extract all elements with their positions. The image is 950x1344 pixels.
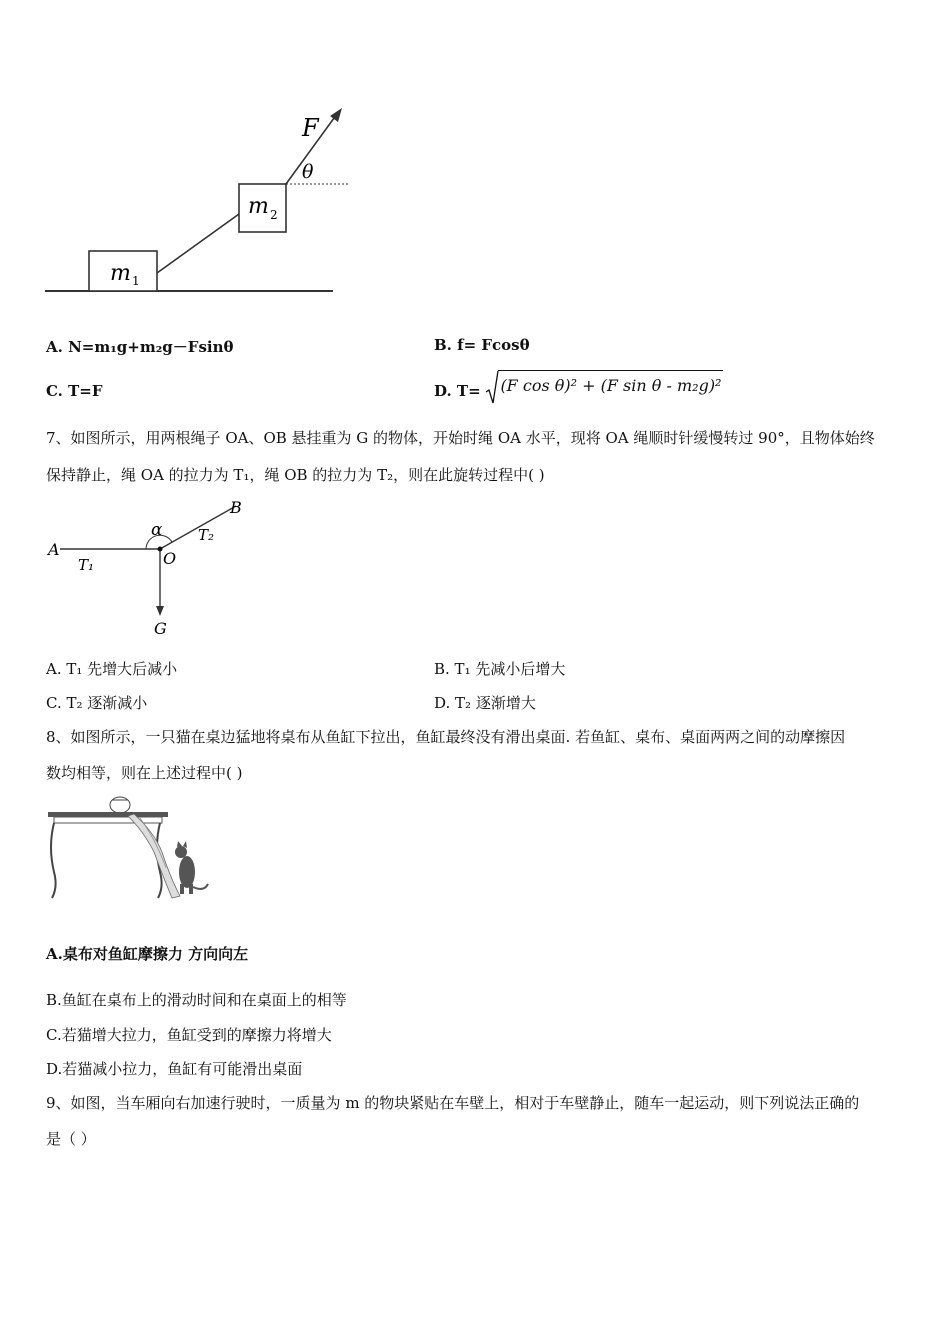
q6-option-d-prefix: D. T= — [434, 382, 481, 400]
fish-bowl — [110, 797, 130, 813]
point-o — [158, 547, 163, 552]
q8-option-b[interactable]: B.鱼缸在桌布上的滑动时间和在桌面上的相等 — [46, 991, 347, 1009]
q7-text-line2: 保持静止，绳 OA 的拉力为 T₁，绳 OB 的拉力为 T₂，则在此旋转过程中( ) — [46, 466, 545, 484]
q8-text-line1: 8、如图所示，一只猫在桌边猛地将桌布从鱼缸下拉出，鱼缸最终没有滑出桌面. 若鱼缸、桌布、桌面两两之间的动摩擦因 — [46, 728, 846, 746]
table-top — [48, 812, 168, 817]
gravity-arrowhead — [156, 606, 164, 616]
q7-option-d[interactable]: D. T₂ 逐渐增大 — [434, 694, 536, 712]
q7-option-a[interactable]: A. T₁ 先增大后减小 — [46, 660, 178, 678]
q9-text-line1: 9、如图，当车厢向右加速行驶时，一质量为 m 的物块紧贴在车壁上，相对于车壁静止，随车一起运动，则下列说法正确的 — [46, 1094, 860, 1112]
label-g: G — [154, 619, 167, 638]
sqrt-sign — [485, 370, 499, 404]
q7-text-line1: 7、如图所示，用两根绳子 OA、OB 悬挂重为 G 的物体，开始时绳 OA 水平，现将 OA 绳顺时针缓慢转过 90°，且物体始终 — [46, 429, 875, 447]
cat — [175, 841, 208, 894]
q6-option-c[interactable]: C. T=F — [46, 382, 103, 400]
figure-blocks-force — [40, 100, 360, 300]
tablecloth — [128, 814, 180, 898]
table-leg-left — [51, 823, 56, 898]
q8-option-a[interactable]: A.桌布对鱼缸摩擦力 方向向左 — [46, 945, 249, 963]
q6-option-d-formula: (F cos θ)² + (F sin θ - m₂g)² — [498, 370, 723, 395]
label-alpha: α — [151, 520, 163, 540]
label-m2-sub: 2 — [270, 208, 278, 222]
label-m1: m — [110, 261, 131, 286]
q9-text-line2: 是（ ） — [46, 1130, 96, 1148]
q8-option-d[interactable]: D.若猫减小拉力，鱼缸有可能滑出桌面 — [46, 1060, 303, 1078]
q7-option-b[interactable]: B. T₁ 先减小后增大 — [434, 660, 566, 678]
label-b: B — [230, 498, 242, 517]
label-m2: m — [248, 194, 269, 219]
label-t2: T₂ — [198, 526, 215, 544]
q6-option-d[interactable] — [434, 370, 723, 406]
rope-line — [157, 214, 239, 273]
label-m1-sub: 1 — [132, 274, 140, 288]
label-t1: T₁ — [78, 556, 95, 574]
q7-option-c[interactable]: C. T₂ 逐渐减小 — [46, 694, 148, 712]
q8-text-line2: 数均相等，则在上述过程中( ) — [46, 764, 243, 782]
label-F: F — [302, 114, 319, 142]
figure-cat-tablecloth — [44, 792, 214, 904]
label-o: O — [163, 549, 177, 568]
q8-option-c[interactable]: C.若猫增大拉力，鱼缸受到的摩擦力将增大 — [46, 1026, 332, 1044]
q6-option-a[interactable]: A. N=m₁g+m₂g－Fsinθ — [46, 338, 234, 356]
label-a: A — [48, 540, 60, 559]
label-theta: θ — [302, 161, 314, 183]
q6-option-b[interactable]: B. f= Fcosθ — [434, 336, 530, 354]
figure-ropes-oa-ob — [40, 492, 260, 642]
